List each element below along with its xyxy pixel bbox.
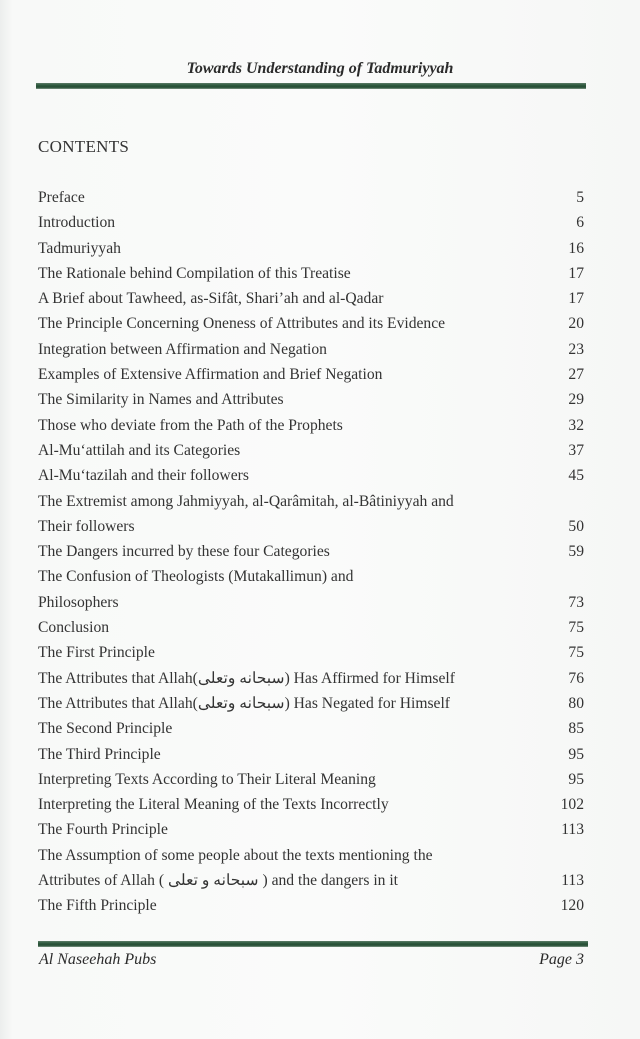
toc-entry-title: Tadmuriyyah: [38, 239, 121, 257]
toc-entry: [38, 261, 584, 286]
toc-entry-page: 102: [560, 796, 584, 814]
toc-entry-title: Interpreting the Literal Meaning of the Texts Incorrectly: [38, 796, 389, 814]
toc-entry: [38, 615, 584, 640]
toc-entry-title: Interpreting Texts According to Their Literal Meaning: [38, 770, 376, 788]
toc-entry-page: 37: [568, 441, 584, 459]
toc-entry-title: Attributes of Allah ( سبحانه و تعلى ) and the dangers in it: [38, 872, 399, 890]
toc-entry-title: The Rationale behind Compilation of this Treatise: [38, 264, 351, 282]
toc-entry-title: Examples of Extensive Affirmation and Brief Negation: [38, 366, 383, 384]
toc-entry: [38, 438, 584, 463]
running-header-title: Towards Understanding of Tadmuriyyah: [186, 60, 454, 77]
toc-entry-title: The Second Principle: [38, 720, 173, 738]
toc-entry-title: The First Principle: [38, 644, 155, 662]
toc-entry: [38, 387, 584, 412]
toc-entry: [38, 413, 584, 438]
toc-entry-page: 95: [568, 770, 584, 788]
toc-entry-page: 80: [568, 694, 584, 712]
toc-entry-title: The Attributes that Allah(سبحانه وتعلى) Has Affirmed for Himself: [38, 669, 455, 687]
toc-entry-page: 17: [568, 290, 584, 308]
header-rule: [36, 83, 586, 89]
toc-entry-page: 5: [576, 189, 584, 206]
toc-entry-page: 120: [560, 897, 584, 915]
toc-entry: [38, 640, 584, 665]
toc-entry-title: The Assumption of some people about the texts mentioning the: [38, 846, 433, 864]
toc-entry: [38, 362, 584, 387]
toc-entry: [38, 817, 584, 842]
toc-entry-title: The Fifth Principle: [38, 897, 157, 915]
toc-entry-title: Philosophers: [38, 593, 119, 611]
toc-entry-page: 6: [576, 214, 584, 232]
toc-entry-title: Al-Mu‘attilah and its Categories: [38, 441, 241, 459]
toc-entry-page: 50: [568, 517, 584, 535]
toc-entry-page: 17: [568, 264, 584, 282]
toc-entry: [38, 514, 584, 539]
toc-entry: [38, 742, 584, 767]
toc-entry-page: 29: [568, 391, 584, 409]
toc-entry: [38, 868, 584, 893]
toc-entry-page: 113: [561, 821, 584, 839]
toc-entry-title: The Fourth Principle: [38, 821, 168, 839]
contents-heading: CONTENTS: [38, 137, 130, 156]
toc-entry: [38, 489, 584, 514]
toc-entry: [38, 590, 584, 615]
toc-entry-page: 75: [568, 619, 584, 637]
toc-entry-title: A Brief about Tawheed, as-Sifât, Shari’ah and al-Qadar: [38, 290, 384, 308]
toc-entry: [38, 564, 584, 589]
toc-entry-page: 113: [561, 872, 584, 890]
footer-rule: [38, 941, 588, 947]
toc-entry-title: The Dangers incurred by these four Categories: [38, 543, 330, 561]
toc-entry: [38, 716, 584, 741]
toc-entry: [38, 236, 584, 261]
footer-publisher: Al Naseehah Pubs: [39, 951, 157, 968]
toc-entry: [38, 185, 584, 210]
toc-entry: [38, 286, 584, 311]
toc-entry: [38, 463, 584, 488]
toc-entry-title: The Extremist among Jahmiyyah, al-Qarâmitah, al-Bâtiniyyah and: [38, 492, 454, 510]
toc-entry: [38, 792, 584, 817]
toc-entry-title: The Confusion of Theologists (Mutakallimun) and: [38, 568, 354, 586]
toc-entry-page: 59: [568, 543, 584, 561]
toc-entry: [38, 337, 584, 362]
toc-entry-title: Those who deviate from the Path of the Prophets: [38, 416, 343, 434]
toc-entry-title: Conclusion: [38, 619, 110, 637]
toc-entry-page: 75: [568, 644, 584, 662]
toc-entry-page: 16: [568, 239, 584, 257]
toc-entry-title: Introduction: [38, 214, 116, 232]
toc-entry-page: [554, 564, 584, 589]
toc-entry-title: The Third Principle: [38, 745, 161, 763]
toc-entry: [38, 843, 584, 868]
toc-entry-page: 23: [568, 340, 584, 358]
toc-entry-page: [554, 489, 584, 514]
toc-entry-page: 76: [568, 669, 584, 687]
toc-entry-title: Preface: [38, 189, 85, 206]
toc-entry: [38, 311, 584, 336]
toc-entry-page: 73: [568, 593, 584, 611]
toc-entry: [38, 691, 584, 716]
toc-entry: [38, 210, 584, 235]
toc-entry-page: 20: [568, 315, 584, 333]
toc-entry-title: The Similarity in Names and Attributes: [38, 391, 284, 409]
toc-entry-title: The Attributes that Allah(سبحانه وتعلى) Has Negated for Himself: [38, 694, 450, 712]
footer-page-number: Page 3: [539, 951, 584, 968]
toc-entry: [38, 666, 584, 691]
toc-entry: [38, 893, 584, 918]
toc-entry: [38, 539, 584, 564]
toc-entry-page: 32: [568, 416, 584, 434]
toc-entry-title: The Principle Concerning Oneness of Attributes and its Evidence: [38, 315, 446, 333]
toc-entry-page: [554, 843, 584, 868]
toc-entry-page: 95: [568, 745, 584, 763]
toc-entry-title: Their followers: [38, 517, 135, 535]
toc-entry-title: Integration between Affirmation and Negation: [38, 340, 327, 358]
toc-entry-page: 27: [568, 366, 584, 384]
toc-entry-page: 85: [568, 720, 584, 738]
toc-entry-page: 45: [568, 467, 584, 485]
toc-entry: [38, 767, 584, 792]
toc-entry-title: Al-Mu‘tazilah and their followers: [38, 467, 249, 485]
table-of-contents: [38, 185, 584, 919]
